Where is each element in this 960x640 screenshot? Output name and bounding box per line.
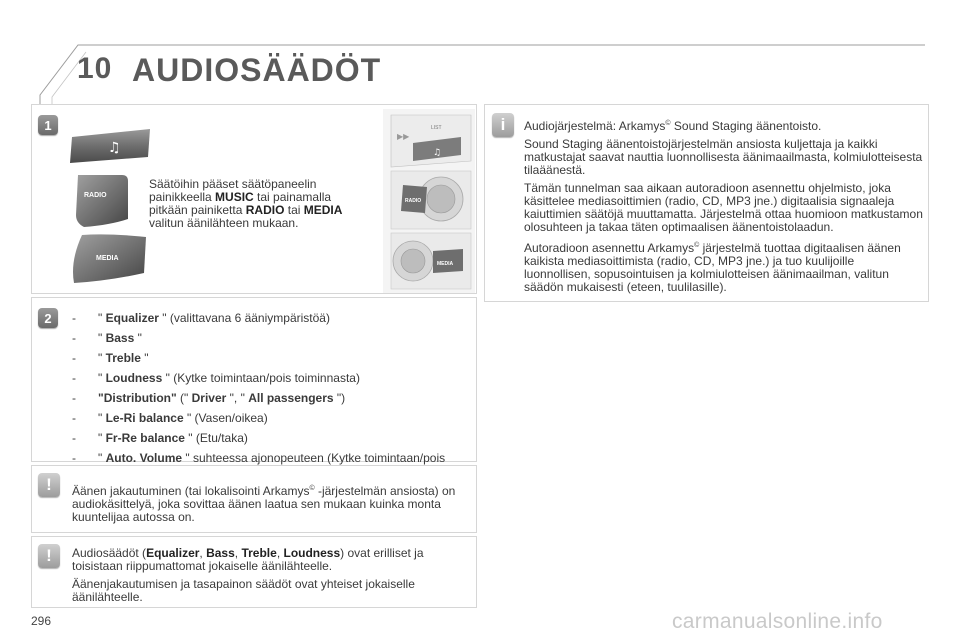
watermark: carmanualsonline.info [672, 610, 883, 633]
settings-list [72, 312, 472, 485]
warning-icon: ! [38, 544, 60, 568]
panel-access-controls [31, 104, 477, 294]
list-item: - " Loudness " (Kytke toimintaan/pois toiminnasta) [72, 371, 360, 385]
list-item: - " Equalizer " (valittavana 6 ääniympäristöä) [72, 311, 330, 325]
step-badge-2: 2 [38, 308, 58, 328]
list-item: - " Fr-Re balance " (Etu/taka) [72, 431, 248, 445]
music-note-icon: ♫ [108, 140, 121, 156]
media-button-illustration [68, 231, 150, 285]
chapter-number: 10 [77, 52, 113, 85]
svg-text:MEDIA: MEDIA [96, 255, 119, 262]
arkamys-info-text: Audiojärjestelmä: Arkamys© Sound Staging äänentoisto. Sound Staging äänentoistojärjestelmän ansiosta kuljettaja ja kaikki matkustajat saavat nauttia luonnollisesta äänimaailmasta, kolmiulotteisesta tilaäänestä. Tämän tunnelman saa aikaan autoradioon asennettu ohjelmisto, joka käsittelee mediasoittimien (radio, CD, MP3 jne.) digitaalisia signaaleja kaiuttimien säätöjä muuttamatta. Järjestelmä ottaa huomioon matkustamon olosuhteen ja takaa täten optimaalisen äänentoistolaadun. Autoradioon asennettu Arkamys© järjestelmä tuottaa digitaalisen äänen kaikista mediasoittimista (radio, CD, MP3 jne.) ja tuo kuulijoille luonnollisen, sopusointuisen ja kolmiulotteisen äänimaailman, valitun säädön mukaisesti (eteen, tuulilasille). [524, 119, 923, 294]
warning-icon: ! [38, 473, 60, 497]
svg-text:MEDIA: MEDIA [437, 261, 454, 267]
music-button-illustration [68, 127, 154, 165]
chapter-title: AUDIOSÄÄDÖT [132, 52, 382, 88]
panel-independent-settings-note [31, 536, 477, 608]
step-badge-1: 1 [38, 115, 58, 135]
list-item: - " Le-Ri balance " (Vasen/oikea) [72, 411, 268, 425]
svg-text:RADIO: RADIO [84, 192, 107, 199]
music-note-icon-device: ♫ [433, 148, 442, 158]
fast-forward-icon: ▶▶ [397, 132, 410, 141]
radio-button-illustration [70, 171, 132, 229]
panel-arkamys-info [484, 104, 929, 302]
list-item: - " Treble " [72, 351, 149, 365]
svg-text:LIST: LIST [431, 125, 442, 131]
distribution-note-text: Äänen jakautuminen (tai lokalisointi Arkamys© -järjestelmän ansiosta) on audiokäsittelyä, joka sovittaa äänen laatua sen mukaan kuinka monta kuuntelijaa autossa on. [72, 484, 456, 524]
page-number: 296 [31, 614, 52, 628]
panel-settings-list [31, 297, 477, 465]
access-instructions: Säätöihin pääset säätöpaneelin painikkeella MUSIC tai painamalla pitkään painiketta RADIO tai MEDIA valitun äänilähteen mukaan. [149, 177, 343, 230]
panel-distribution-note [31, 465, 477, 533]
audio-unit-illustration [383, 109, 475, 293]
independent-settings-text: Audiosäädöt (Equalizer, Bass, Treble, Loudness) ovat erilliset ja toisistaan riippumattomat jokaiselle äänilähteelle. Äänenjakautumisen ja tasapainon säädöt ovat yhteiset jokaiselle äänilähteelle. [72, 546, 424, 604]
list-item: - " Auto. Volume " suhteessa ajonopeuteen (Kytke toimintaan/pois [72, 451, 446, 465]
list-item: - " Bass " [72, 331, 142, 345]
svg-text:RADIO: RADIO [405, 198, 422, 204]
info-icon: i [492, 113, 514, 137]
list-item: - "Distribution" (" Driver ", " All passengers ") [72, 391, 346, 405]
